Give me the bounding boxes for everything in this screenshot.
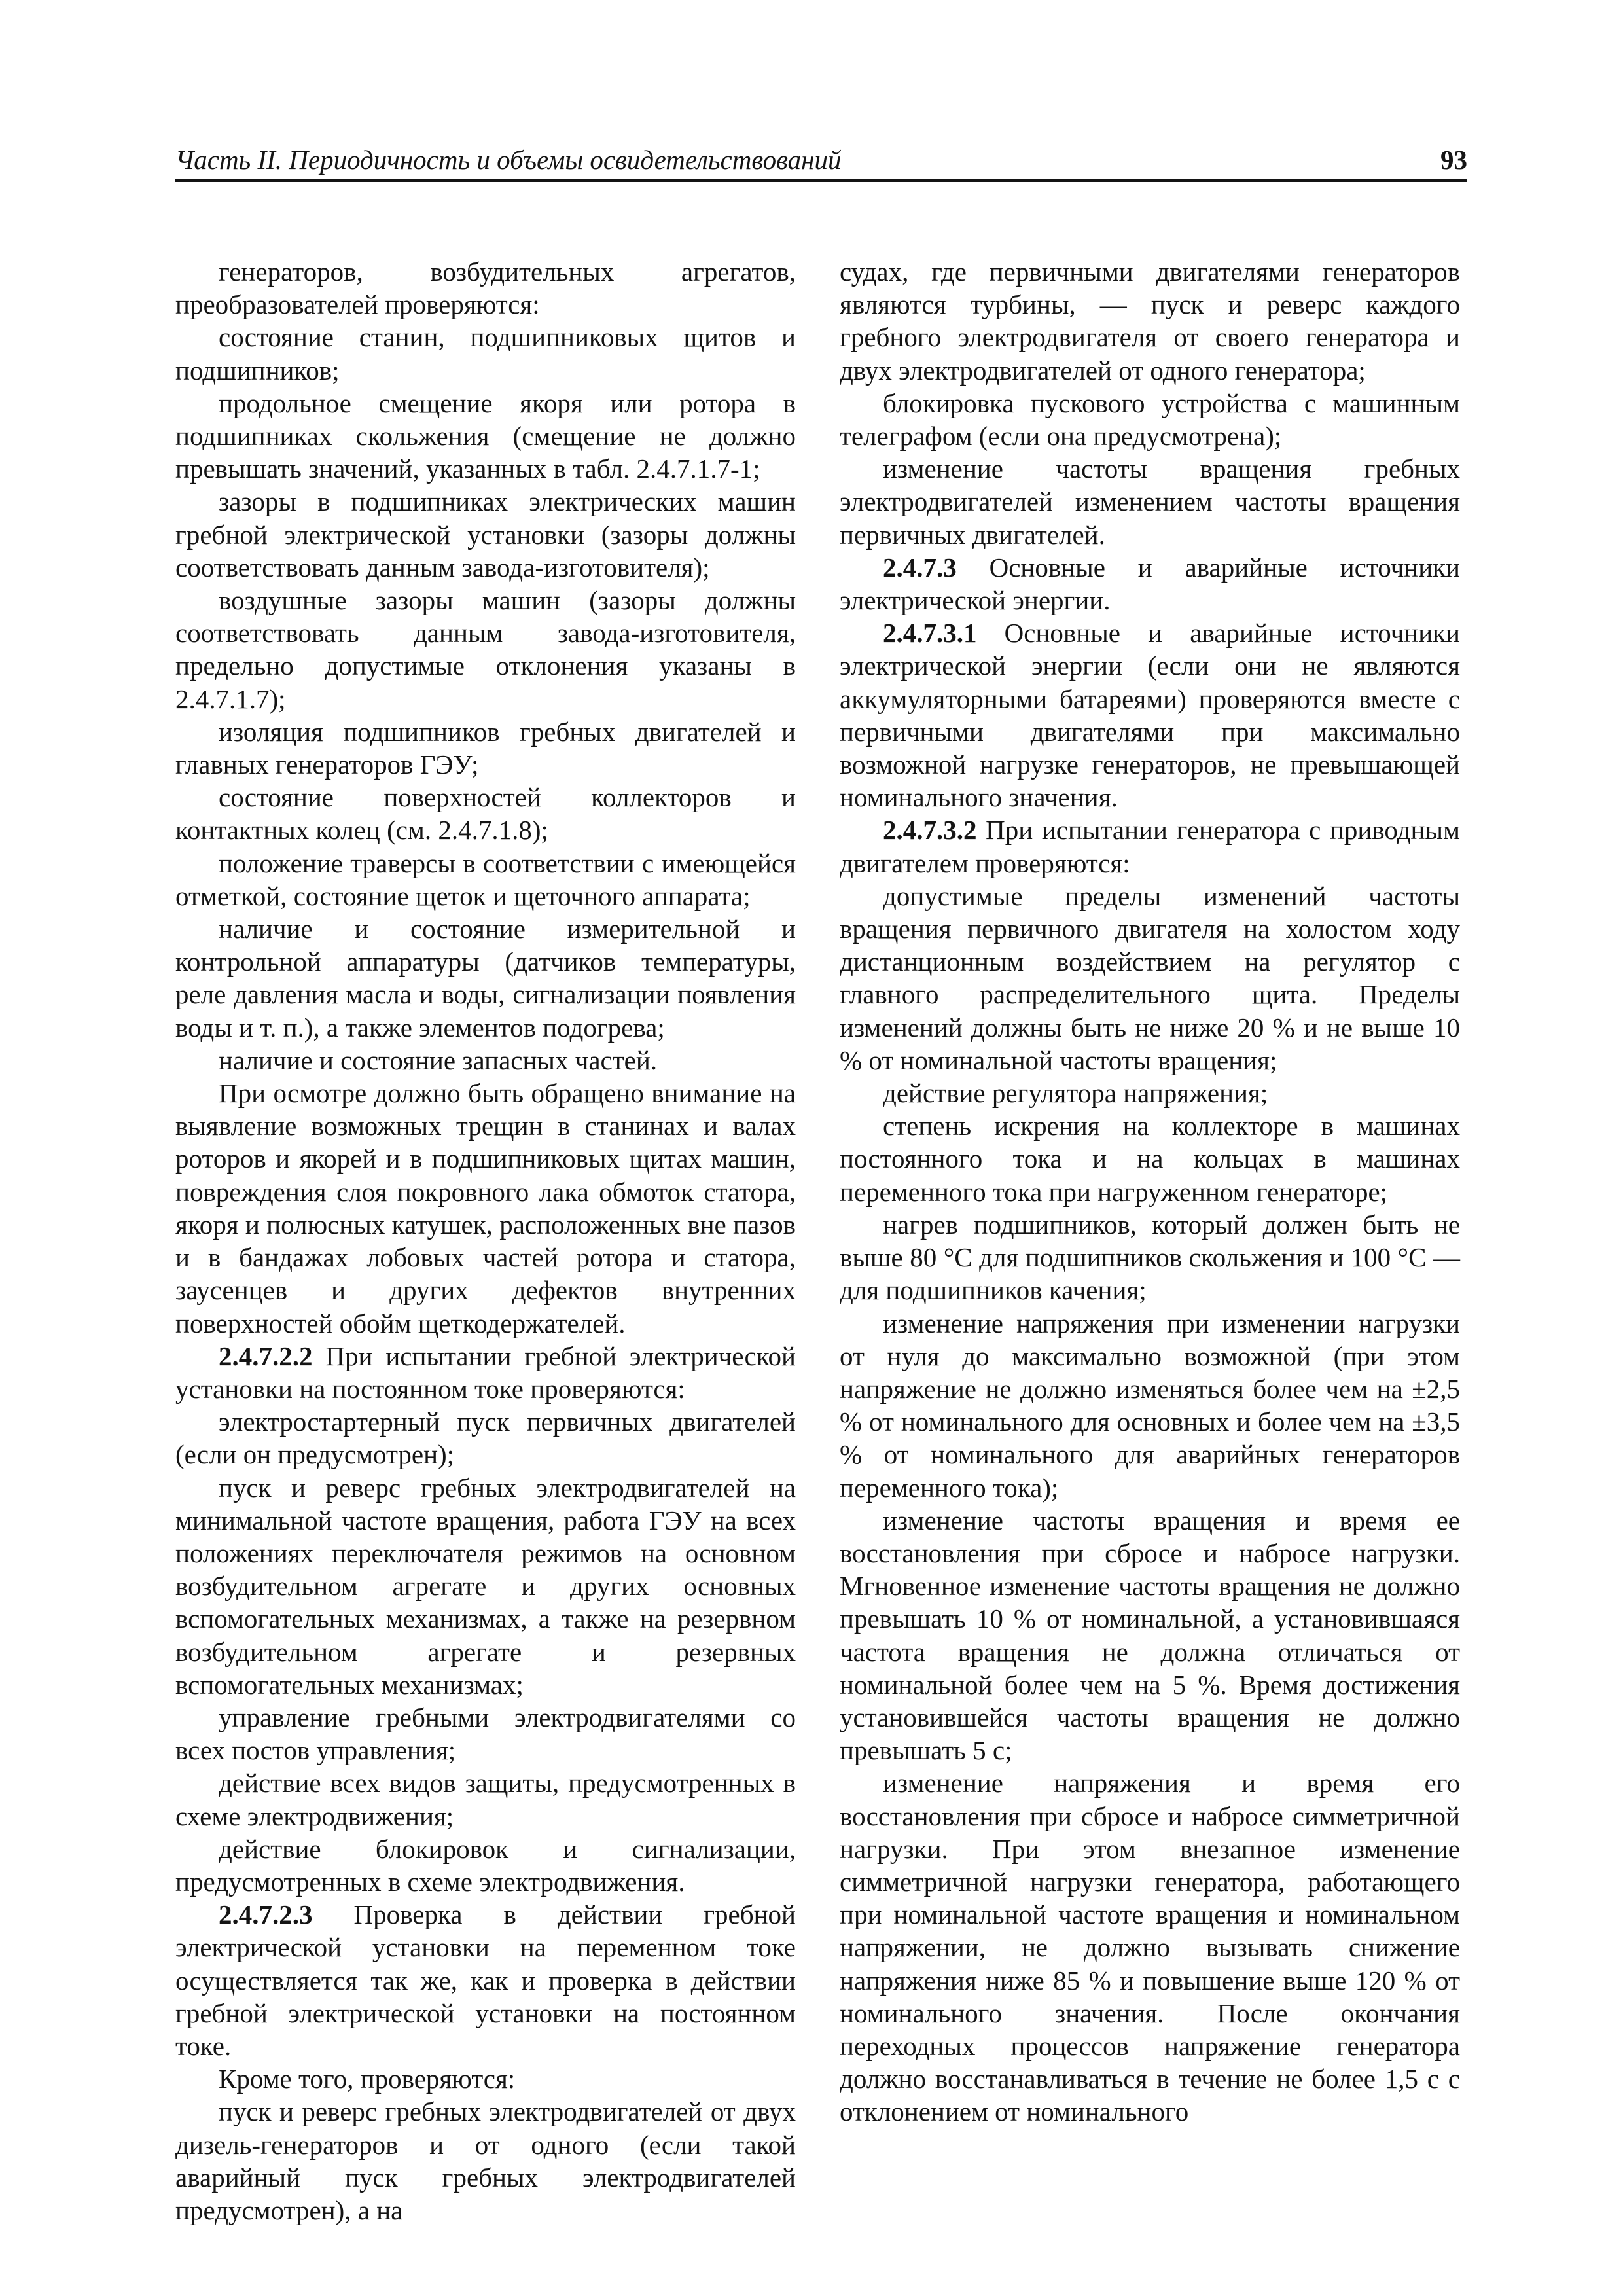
paragraph — [175, 847, 796, 912]
section-number: 2.4.7.3.1 — [883, 618, 977, 649]
left-column — [175, 255, 796, 2225]
paragraph-text: наличие и состояние измерительной и контрольной аппаратуры (датчиков температуры, реле давления масла и воды, сигнализации появления воды и т. п.), а также элементов подогрева; — [175, 914, 796, 1043]
paragraph-text: изменение напряжения и время его восстановления при сбросе и набросе симметричной нагрузки. При этом внезапное изменение симметричной нагрузки генератора, работающего при номинальной частоте вращения и номинальном напряжении, не должно вызывать снижение напряжения ниже 85 % и повышение выше 120 % от номинального значения. После окончания переходных процессов напряжение генератора должно восстанавливаться в течение не более 1,5 с с отклонением от номинального — [840, 1768, 1460, 2127]
paragraph — [175, 912, 796, 1044]
paragraph-text: Основные и аварийные источники электрической энергии. — [840, 552, 1460, 616]
right-column — [840, 255, 1460, 2219]
paragraph-text: действие всех видов защиты, предусмотренных в схеме электродвижения; — [175, 1768, 796, 1831]
paragraph — [175, 1898, 796, 2062]
paragraph — [840, 1504, 1460, 1767]
paragraph — [840, 387, 1460, 452]
paragraph — [840, 551, 1460, 617]
paragraph-text: блокировка пускового устройства с машинным телеграфом (если она предусмотрена); — [840, 387, 1460, 452]
paragraph — [840, 1077, 1460, 1109]
paragraph — [840, 1109, 1460, 1208]
paragraph-text: положение траверсы в соответствии с имеющейся отметкой, состояние щеток и щеточного аппарата; — [175, 848, 796, 911]
section-number: 2.4.7.2.2 — [219, 1340, 313, 1371]
page-number: 93 — [1440, 145, 1467, 175]
paragraph-text: изоляция подшипников гребных двигателей и главных генераторов ГЭУ; — [175, 716, 796, 780]
paragraph-text: электростартерный пуск первичных двигателей (если он предусмотрен); — [175, 1407, 796, 1470]
running-header — [175, 140, 1467, 182]
paragraph-text: Проверка в действии гребной электрической установки на переменном токе осуществляется так же, как и проверка в действии гребной электрической установки на постоянном токе. — [175, 1899, 796, 2061]
paragraph — [175, 485, 796, 584]
paragraph-text: При испытании гребной электрической установки на постоянном токе проверяются: — [175, 1340, 796, 1404]
paragraph — [175, 1767, 796, 1832]
header-title: Часть II. Периодичность и объемы освидетельствований — [175, 145, 842, 175]
paragraph — [840, 1307, 1460, 1504]
paragraph-text: состояние станин, подшипниковых щитов и подшипников; — [175, 322, 796, 386]
paragraph — [840, 255, 1460, 387]
paragraph — [175, 1471, 796, 1701]
paragraph-text: пуск и реверс гребных электродвигателей от двух дизель-генераторов и от одного (если такой аварийный пуск гребных электродвигателей предусмотрен), а на — [175, 2096, 796, 2225]
paragraph-text: управление гребными электродвигателями со всех постов управления; — [175, 1702, 796, 1766]
paragraph — [175, 715, 796, 781]
paragraph-text: пуск и реверс гребных электродвигателей на минимальной частоте вращения, работа ГЭУ на всех положениях переключателя режимов на основном возбудительном агрегате и других основных вспомогательных механизмах, а также на резервном возбудительном агрегате и резервных вспомогательных механизмах; — [175, 1472, 796, 1700]
paragraph — [175, 2095, 796, 2227]
paragraph — [175, 321, 796, 386]
paragraph — [175, 584, 796, 715]
paragraph — [175, 387, 796, 486]
paragraph-text: действие регулятора напряжения; — [883, 1078, 1268, 1109]
paragraph-text: При осмотре должно быть обращено внимание на выявление возможных трещин в станинах и валах роторов и якорей и в подшипниковых щитах машин, повреждения слоя покровного лака обмоток статора, якоря и полюсных катушек, расположенных вне пазов и в бандажах лобовых частей ротора и статора, заусенцев и других дефектов внутренних поверхностей обойм щеткодержателей. — [175, 1078, 796, 1338]
paragraph-text: При испытании генератора с приводным двигателем проверяются: — [840, 815, 1460, 878]
paragraph-text: зазоры в подшипниках электрических машин гребной электрической установки (зазоры должны соответствовать данным завода-изготовителя); — [175, 486, 796, 583]
paragraph — [840, 1208, 1460, 1307]
paragraph — [840, 814, 1460, 879]
paragraph — [840, 452, 1460, 551]
paragraph-text: продольное смещение якоря или ротора в подшипниках скольжения (смещение не должно превышать значений, указанных в табл. 2.4.7.1.7-1; — [175, 387, 796, 484]
paragraph-text: степень искрения на коллекторе в машинах постоянного тока и на кольцах в машинах переменного тока при нагруженном генераторе; — [840, 1111, 1460, 1207]
paragraph — [175, 2062, 796, 2095]
section-number: 2.4.7.3 — [883, 552, 957, 583]
paragraph — [175, 1340, 796, 1405]
paragraph-text: воздушные зазоры машин (зазоры должны соответствовать данным завода-изготовителя, предельно допустимые отклонения указаны в 2.4.7.1.7); — [175, 585, 796, 714]
paragraph-text: Основные и аварийные источники электрической энергии (если они не являются аккумуляторными батареями) проверяются вместе с первичными двигателями при максимально возможной нагрузке генераторов, не превышающей номинального значения. — [840, 618, 1460, 813]
paragraph — [840, 1767, 1460, 2128]
section-number: 2.4.7.2.3 — [219, 1899, 313, 1930]
paragraph-text: состояние поверхностей коллекторов и контактных колец (см. 2.4.7.1.8); — [175, 782, 796, 846]
paragraph-text: изменение напряжения при изменении нагрузки от нуля до максимально возможной (при этом напряжение не должно изменяться более чем на ±2,5 % от номинального для основных и более чем на ±3,5 % от номинального для аварийных генераторов переменного тока); — [840, 1308, 1460, 1503]
paragraph-text: действие блокировок и сигнализации, предусмотренных в схеме электродвижения. — [175, 1833, 796, 1897]
paragraph — [840, 880, 1460, 1077]
paragraph — [175, 255, 796, 321]
section-number: 2.4.7.3.2 — [883, 815, 977, 846]
paragraph — [175, 1833, 796, 1898]
paragraph-text: изменение частоты вращения гребных электродвигателей изменением частоты вращения первичных двигателей. — [840, 454, 1460, 550]
paragraph-text: нагрев подшипников, который должен быть не выше 80 °С для подшипников скольжения и 100 °С — для подшипников качения; — [840, 1209, 1460, 1306]
paragraph — [175, 1077, 796, 1340]
paragraph-text: генераторов, возбудительных агрегатов, преобразователей проверяются: — [175, 257, 796, 320]
paragraph — [175, 781, 796, 846]
paragraph — [175, 1044, 796, 1077]
paragraph — [175, 1405, 796, 1471]
paragraph — [840, 617, 1460, 814]
paragraph-text: допустимые пределы изменений частоты вращения первичного двигателя на холостом ходу дистанционным воздействием на регулятор с главного распределительного щита. Пределы изменений должны быть не ниже 20 % и не выше 10 % от номинальной частоты вращения; — [840, 880, 1460, 1075]
paragraph-text: Кроме того, проверяются: — [219, 2064, 516, 2094]
paragraph — [175, 1701, 796, 1767]
paragraph-text: судах, где первичными двигателями генераторов являются турбины, — пуск и реверс каждого гребного электродвигателя от своего генератора и двух электродвигателей от одного генератора; — [840, 257, 1460, 386]
paragraph-text: изменение частоты вращения и время ее восстановления при сбросе и набросе нагрузки. Мгновенное изменение частоты вращения не должно превышать 10 % от номинальной, а установившаяся частота вращения не должна отличаться от номинальной более чем на 5 %. Время достижения установившейся частоты вращения не должно превышать 5 с; — [840, 1505, 1460, 1766]
paragraph-text: наличие и состояние запасных частей. — [219, 1045, 658, 1075]
